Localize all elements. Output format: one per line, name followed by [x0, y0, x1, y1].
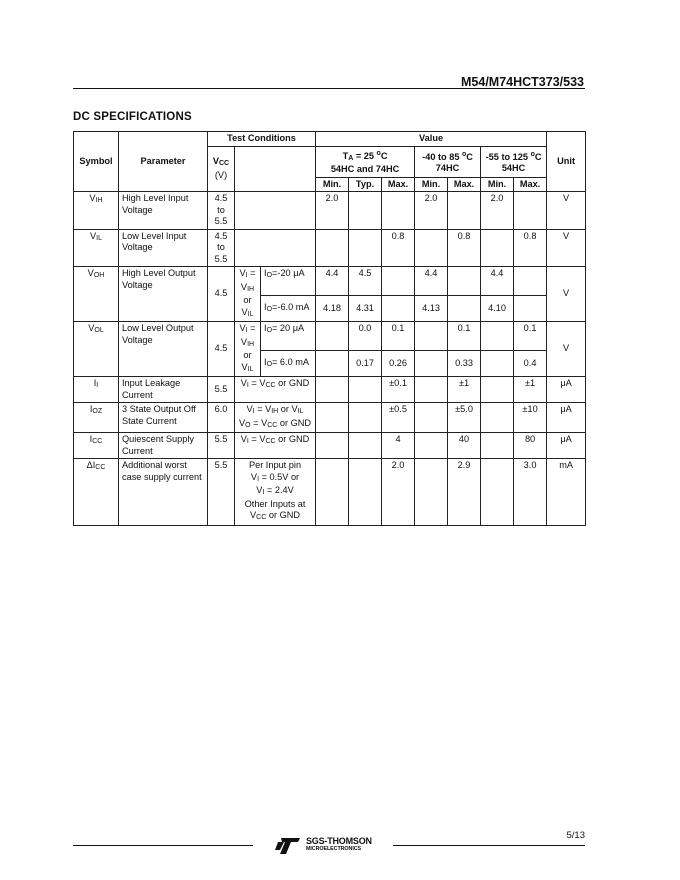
footer-rule-left: [73, 845, 253, 846]
unit-cell: V: [547, 267, 586, 322]
header-unit: Unit: [547, 132, 586, 192]
min-25c-cell: 2.0: [316, 192, 349, 230]
header-min-125c: Min.: [481, 177, 514, 192]
output-current-cell: $I_O=-20$ μA: [261, 267, 316, 296]
condition-cell: Per Input pin $V_I = 0.5V$ or $V_I = 2.4V$ Other Inputs at $V_{CC}$ or GND: [235, 459, 316, 526]
header-conditions-blank: [235, 146, 316, 192]
typ-25c-cell: [349, 459, 382, 526]
max-85c-cell: 0.1: [448, 322, 481, 351]
typ-25c-cell: [349, 433, 382, 459]
unit-cell: V: [547, 229, 586, 267]
min-125c-cell: [481, 322, 514, 351]
parameter-cell: Additional worst case supply current: [119, 459, 208, 526]
min-25c-cell: [316, 433, 349, 459]
footer-rule-right: [393, 845, 585, 846]
max-125c-cell: [514, 295, 547, 321]
max-85c-cell: [448, 192, 481, 230]
max-85c-cell: ±1: [448, 377, 481, 403]
max-25c-cell: [382, 295, 415, 321]
typ-25c-cell: [349, 377, 382, 403]
max-25c-cell: [382, 192, 415, 230]
table-row-vil: [74, 229, 586, 267]
table-row-vih: [74, 192, 586, 230]
unit-cell: μA: [547, 403, 586, 433]
typ-25c-cell: 0.0: [349, 322, 382, 351]
parameter-cell: Quiescent Supply Current: [119, 433, 208, 459]
condition-cell: [235, 229, 316, 267]
min-125c-cell: 4.4: [481, 267, 514, 296]
symbol-cell: $I_I$: [74, 377, 119, 403]
vcc-cell: 6.0: [208, 403, 235, 433]
vcc-cell: 4.5: [208, 267, 235, 322]
max-25c-cell: [382, 267, 415, 296]
header-typ-25c: Typ.: [349, 177, 382, 192]
min-85c-cell: [415, 403, 448, 433]
header-range-125c: -55 to 125 $^o$C 54HC: [481, 146, 547, 177]
max-85c-cell: 0.33: [448, 350, 481, 376]
min-85c-cell: 4.13: [415, 295, 448, 321]
symbol-cell: $V_{OH}$: [74, 267, 119, 322]
output-current-cell: $I_O=-6.0$ mA: [261, 295, 316, 321]
input-condition-cell: $V_I$ = $V_{IH}$ or $V_{IL}$: [235, 267, 261, 322]
min-25c-cell: [316, 459, 349, 526]
vcc-cell: 4.5 to 5.5: [208, 229, 235, 267]
unit-cell: μA: [547, 377, 586, 403]
typ-25c-cell: [349, 229, 382, 267]
max-25c-cell: 0.1: [382, 322, 415, 351]
max-125c-cell: [514, 192, 547, 230]
output-current-cell: $I_O= 6.0$ mA: [261, 350, 316, 376]
table-row-vol: [74, 322, 586, 351]
table-row-ioz: [74, 403, 586, 433]
max-25c-cell: 2.0: [382, 459, 415, 526]
max-125c-cell: ±10: [514, 403, 547, 433]
vcc-cell: 4.5 to 5.5: [208, 192, 235, 230]
min-85c-cell: [415, 322, 448, 351]
max-25c-cell: 0.26: [382, 350, 415, 376]
max-25c-cell: ±0.1: [382, 377, 415, 403]
section-title: DC SPECIFICATIONS: [73, 111, 192, 123]
header-min-85c: Min.: [415, 177, 448, 192]
header-max-85c: Max.: [448, 177, 481, 192]
st-logo-icon: [275, 837, 301, 855]
max-125c-cell: 3.0: [514, 459, 547, 526]
symbol-cell: $I_{OZ}$: [74, 403, 119, 433]
header-max-25c: Max.: [382, 177, 415, 192]
min-85c-cell: [415, 377, 448, 403]
page-number: 5/13: [566, 830, 585, 841]
min-25c-cell: [316, 403, 349, 433]
typ-25c-cell: 4.31: [349, 295, 382, 321]
unit-cell: V: [547, 322, 586, 377]
table-row-delta-icc: [74, 459, 586, 526]
max-25c-cell: 0.8: [382, 229, 415, 267]
vcc-cell: 4.5: [208, 322, 235, 377]
min-25c-cell: [316, 322, 349, 351]
parameter-cell: Low Level Output Voltage: [119, 322, 208, 377]
header-max-125c: Max.: [514, 177, 547, 192]
max-85c-cell: 40: [448, 433, 481, 459]
max-25c-cell: ±0.5: [382, 403, 415, 433]
max-125c-cell: 0.1: [514, 322, 547, 351]
typ-25c-cell: [349, 403, 382, 433]
min-85c-cell: [415, 229, 448, 267]
min-85c-cell: [415, 459, 448, 526]
parameter-cell: Input Leakage Current: [119, 377, 208, 403]
header-min-25c: Min.: [316, 177, 349, 192]
header-range-85c: -40 to 85 $^o$C 74HC: [415, 146, 481, 177]
condition-cell: $V_I = V_{CC}$ or GND: [235, 377, 316, 403]
vcc-cell: 5.5: [208, 377, 235, 403]
symbol-cell: $\Delta I_{CC}$: [74, 459, 119, 526]
symbol-cell: $V_{OL}$: [74, 322, 119, 377]
min-125c-cell: [481, 403, 514, 433]
table-row-ii: [74, 377, 586, 403]
unit-cell: mA: [547, 459, 586, 526]
max-125c-cell: 80: [514, 433, 547, 459]
min-125c-cell: 4.10: [481, 295, 514, 321]
header-value: Value: [316, 132, 547, 147]
unit-cell: μA: [547, 433, 586, 459]
min-25c-cell: 4.4: [316, 267, 349, 296]
input-condition-cell: $V_I$ = $V_{IH}$ or $V_{IL}$: [235, 322, 261, 377]
parameter-cell: 3 State Output Off State Current: [119, 403, 208, 433]
min-25c-cell: [316, 229, 349, 267]
max-125c-cell: ±1: [514, 377, 547, 403]
condition-cell: $V_I = V_{CC}$ or GND: [235, 433, 316, 459]
header-range-25c: $T_A = 25$ $^o$C 54HC and 74HC: [316, 146, 415, 177]
header-rule: [73, 88, 585, 89]
max-85c-cell: [448, 295, 481, 321]
logo-line1: SGS-THOMSON: [306, 836, 372, 846]
company-logo: [275, 836, 390, 856]
min-25c-cell: [316, 350, 349, 376]
table-row-voh: [74, 267, 586, 296]
min-25c-cell: [316, 377, 349, 403]
condition-cell: [235, 192, 316, 230]
header-vcc: $V_{CC}$ (V): [208, 146, 235, 192]
vcc-cell: 5.5: [208, 459, 235, 526]
min-125c-cell: [481, 459, 514, 526]
logo-line2: MICROELECTRONICS: [306, 846, 362, 852]
max-25c-cell: 4: [382, 433, 415, 459]
max-85c-cell: [448, 267, 481, 296]
typ-25c-cell: 4.5: [349, 267, 382, 296]
min-125c-cell: [481, 377, 514, 403]
max-125c-cell: [514, 267, 547, 296]
min-125c-cell: 2.0: [481, 192, 514, 230]
max-125c-cell: 0.4: [514, 350, 547, 376]
symbol-cell: $V_{IH}$: [74, 192, 119, 230]
dc-specifications-table: [73, 131, 586, 526]
min-125c-cell: [481, 350, 514, 376]
parameter-cell: High Level Output Voltage: [119, 267, 208, 322]
min-85c-cell: [415, 350, 448, 376]
max-85c-cell: 0.8: [448, 229, 481, 267]
max-85c-cell: 2.9: [448, 459, 481, 526]
max-85c-cell: ±5.0: [448, 403, 481, 433]
table-row-icc: [74, 433, 586, 459]
min-125c-cell: [481, 433, 514, 459]
min-25c-cell: 4.18: [316, 295, 349, 321]
symbol-cell: $I_{CC}$: [74, 433, 119, 459]
vcc-cell: 5.5: [208, 433, 235, 459]
symbol-cell: $V_{IL}$: [74, 229, 119, 267]
document-header-title: M54/M74HCT373/533: [461, 75, 584, 89]
condition-cell: $V_I = V_{IH}$ or $V_{IL}$ $V_O = V_{CC}$ or GND: [235, 403, 316, 433]
min-85c-cell: [415, 433, 448, 459]
typ-25c-cell: 0.17: [349, 350, 382, 376]
parameter-cell: High Level Input Voltage: [119, 192, 208, 230]
header-symbol: Symbol: [74, 132, 119, 192]
header-test-conditions: Test Conditions: [208, 132, 316, 147]
output-current-cell: $I_O= 20$ μA: [261, 322, 316, 351]
unit-cell: V: [547, 192, 586, 230]
min-125c-cell: [481, 229, 514, 267]
parameter-cell: Low Level Input Voltage: [119, 229, 208, 267]
min-85c-cell: 4.4: [415, 267, 448, 296]
min-85c-cell: 2.0: [415, 192, 448, 230]
header-parameter: Parameter: [119, 132, 208, 192]
typ-25c-cell: [349, 192, 382, 230]
max-125c-cell: 0.8: [514, 229, 547, 267]
